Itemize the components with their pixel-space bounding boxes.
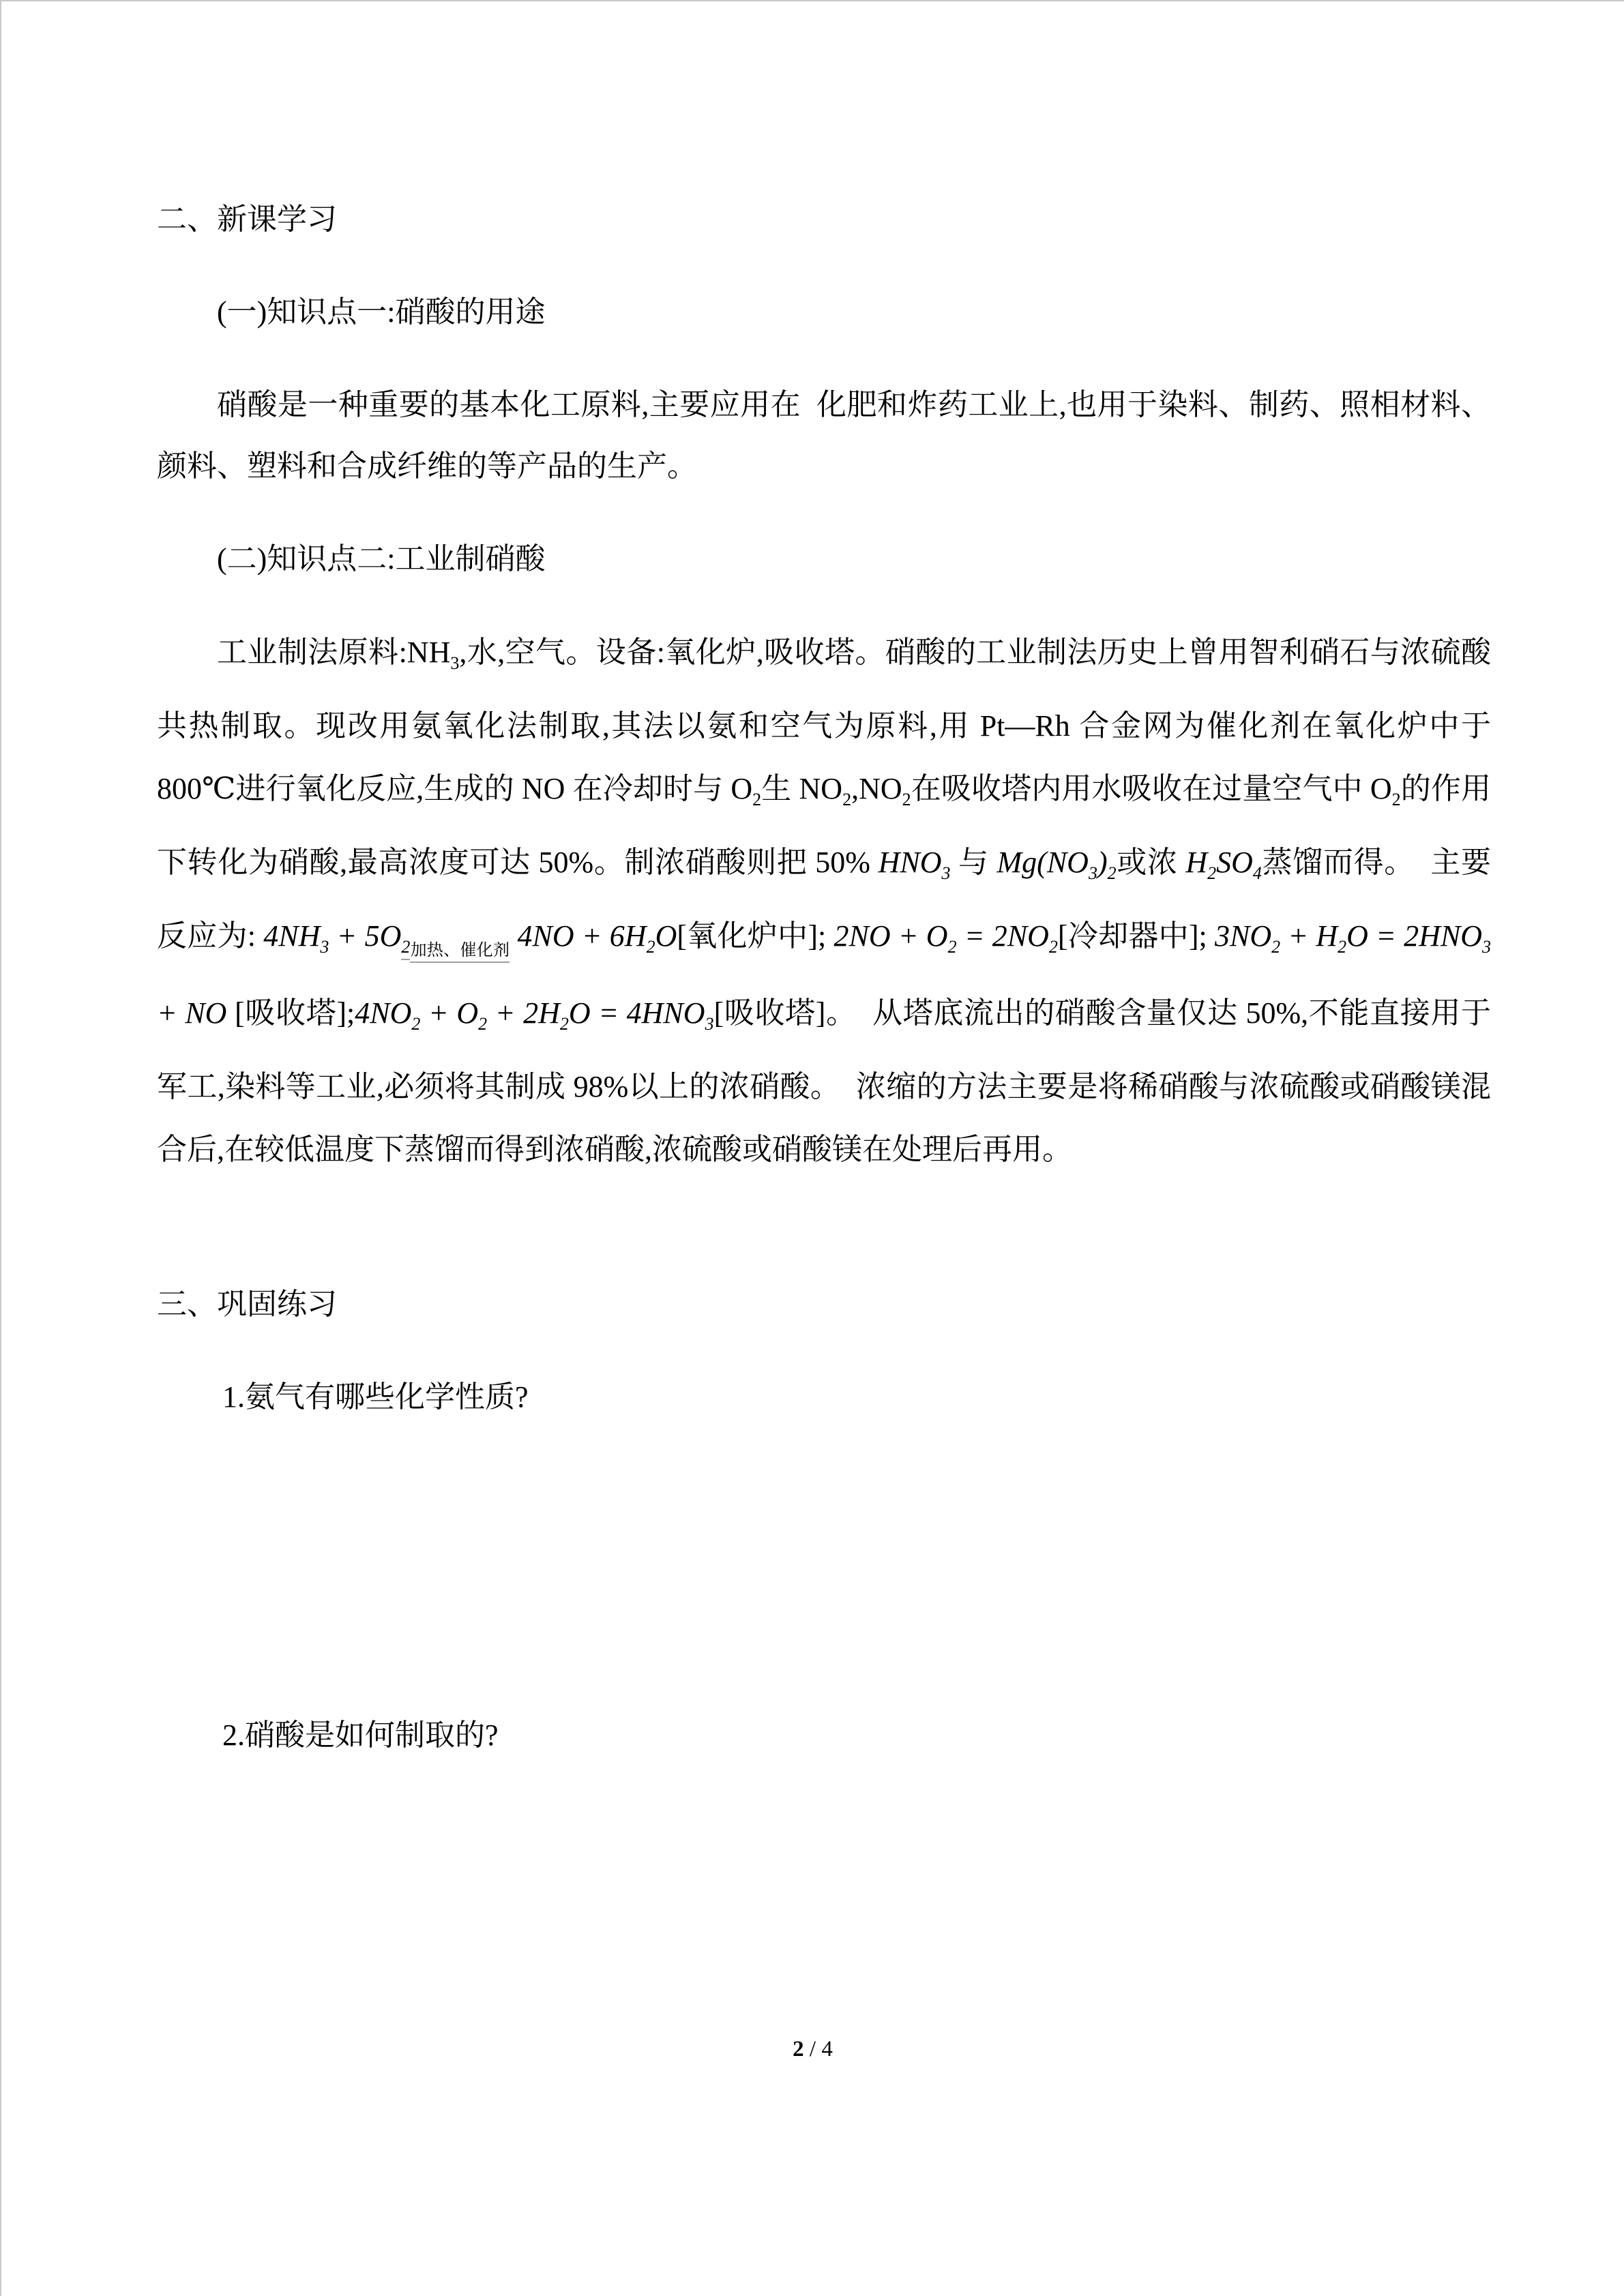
text-run: 2 xyxy=(902,790,911,809)
text-run: 2 xyxy=(1207,863,1217,883)
text-run: 加热、催化剂 xyxy=(410,942,510,963)
text-run: 2 xyxy=(752,790,762,809)
exercise-item xyxy=(157,1367,1491,1428)
text-run: 2 xyxy=(401,937,410,960)
text-run: ) xyxy=(1097,846,1108,879)
text-run: 与 xyxy=(950,846,997,879)
section-heading xyxy=(157,189,1491,250)
text-run: [冷却器中]; xyxy=(1057,919,1215,953)
text-run: (二)知识点二:工业制硝酸 xyxy=(217,542,546,576)
text-run: ,水,空气。设备:氧化炉,吸收塔。硝酸的工业制法历史上曾用智利硝石与浓硫酸共热制取。现改用氨氧化法制取,其法以氨和空气为原料,用 Pt—Rh 合金网为催化剂在氧化炉中于 800℃进行氧化反应,生成的 NO 在冷却时与 O xyxy=(157,636,1498,805)
text-run: 2 xyxy=(478,1014,488,1034)
text-run: 2.硝酸是如何制取的? xyxy=(222,1718,499,1752)
text-run: 3 xyxy=(1088,863,1097,883)
blank-space xyxy=(157,1459,1491,1705)
text-run: 4NH xyxy=(263,919,321,953)
text-run: 3 xyxy=(941,863,951,883)
text-run: Mg(NO xyxy=(996,846,1089,879)
subsection-heading xyxy=(157,282,1491,343)
page-number-separator: / xyxy=(803,2037,822,2061)
section-heading xyxy=(157,1274,1491,1335)
text-run: 生 NO xyxy=(761,772,843,805)
text-run: 4NO xyxy=(355,996,412,1030)
text-run: 3NO xyxy=(1215,919,1272,953)
total-page-count: 4 xyxy=(821,2037,833,2061)
text-run: + 2H xyxy=(487,996,560,1030)
text-run: 2 xyxy=(1271,937,1281,957)
text-run: O = 2HNO xyxy=(1346,919,1483,953)
text-run: 4 xyxy=(1252,863,1262,883)
text-run: 2 xyxy=(1338,937,1347,957)
text-run: 4NO + 6H xyxy=(510,919,647,953)
current-page-number: 2 xyxy=(793,2037,804,2061)
document-body xyxy=(157,189,1506,1798)
text-run: (一)知识点一:硝酸的用途 xyxy=(217,295,546,329)
text-run: 3 xyxy=(1482,937,1492,957)
text-run: 3 xyxy=(450,653,460,673)
text-run: ,NO xyxy=(851,772,902,805)
text-run: 或浓 xyxy=(1116,846,1186,879)
text-run: 二、新课学习 xyxy=(157,203,337,236)
text-run: + 5O xyxy=(329,919,402,953)
text-run: 2 xyxy=(646,937,655,957)
text-run: 2 xyxy=(1107,863,1117,883)
exercise-item xyxy=(157,1705,1491,1766)
text-run: = 2NO xyxy=(956,919,1049,953)
text-run: 3 xyxy=(320,937,329,957)
text-run: O xyxy=(655,919,677,953)
page-footer xyxy=(1,2037,1624,2062)
text-run: 2 xyxy=(947,937,957,957)
text-run: 在吸收塔内用水吸收在过量空气中 O xyxy=(911,772,1392,805)
text-run: + O xyxy=(420,996,479,1030)
text-run: HNO xyxy=(878,846,942,879)
blank-space xyxy=(157,1212,1491,1274)
subsection-heading xyxy=(157,528,1491,590)
text-run: [吸收塔]。 从塔底流出的硝酸含量仅达 50%,不能直接用于军工,染料等工业,必须将其制成 98%以上的浓硝酸。 浓缩的方法主要是将稀硝酸与浓硫酸或硝酸镁混合后,在较低温度下蒸馏而得到浓硝酸,浓硫酸或硝酸镁在处理后再用。 xyxy=(157,996,1491,1166)
text-run: 2 xyxy=(842,790,852,809)
text-run: 2 xyxy=(1391,790,1401,809)
text-run: 工业制法原料:NH xyxy=(217,636,451,669)
text-run: 三、巩固练习 xyxy=(157,1287,337,1321)
text-run: + H xyxy=(1280,919,1338,953)
text-run: 1.氨气有哪些化学性质? xyxy=(222,1380,529,1414)
text-run: 3 xyxy=(705,1014,714,1034)
text-run: O = 4HNO xyxy=(568,996,705,1030)
paragraph xyxy=(157,621,1499,1181)
text-run: 硝酸是一种重要的基本化工原料,主要应用在 化肥和炸药工业上,也用于染料、制药、照相材料、 颜料、塑料和合成纤维的等产品的生产。 xyxy=(157,388,1506,483)
paragraph xyxy=(157,374,1506,497)
text-run: 的作用下转化为硝酸,最高浓度可达 50%。制浓硝酸则把 50% xyxy=(157,772,1492,879)
text-run: + NO xyxy=(157,919,1499,1030)
text-run: 2 xyxy=(559,1014,569,1034)
text-run: 2 xyxy=(411,1014,421,1034)
text-run: [吸收塔]; xyxy=(226,996,355,1030)
text-run: H xyxy=(1185,846,1208,879)
text-run: 蒸馏而得。 主要反应为: xyxy=(157,846,1492,953)
text-run: [氧化炉中]; xyxy=(677,919,834,953)
text-run: 2 xyxy=(1048,937,1058,957)
text-run: 2NO + O xyxy=(833,919,948,953)
text-run: SO xyxy=(1216,846,1253,879)
